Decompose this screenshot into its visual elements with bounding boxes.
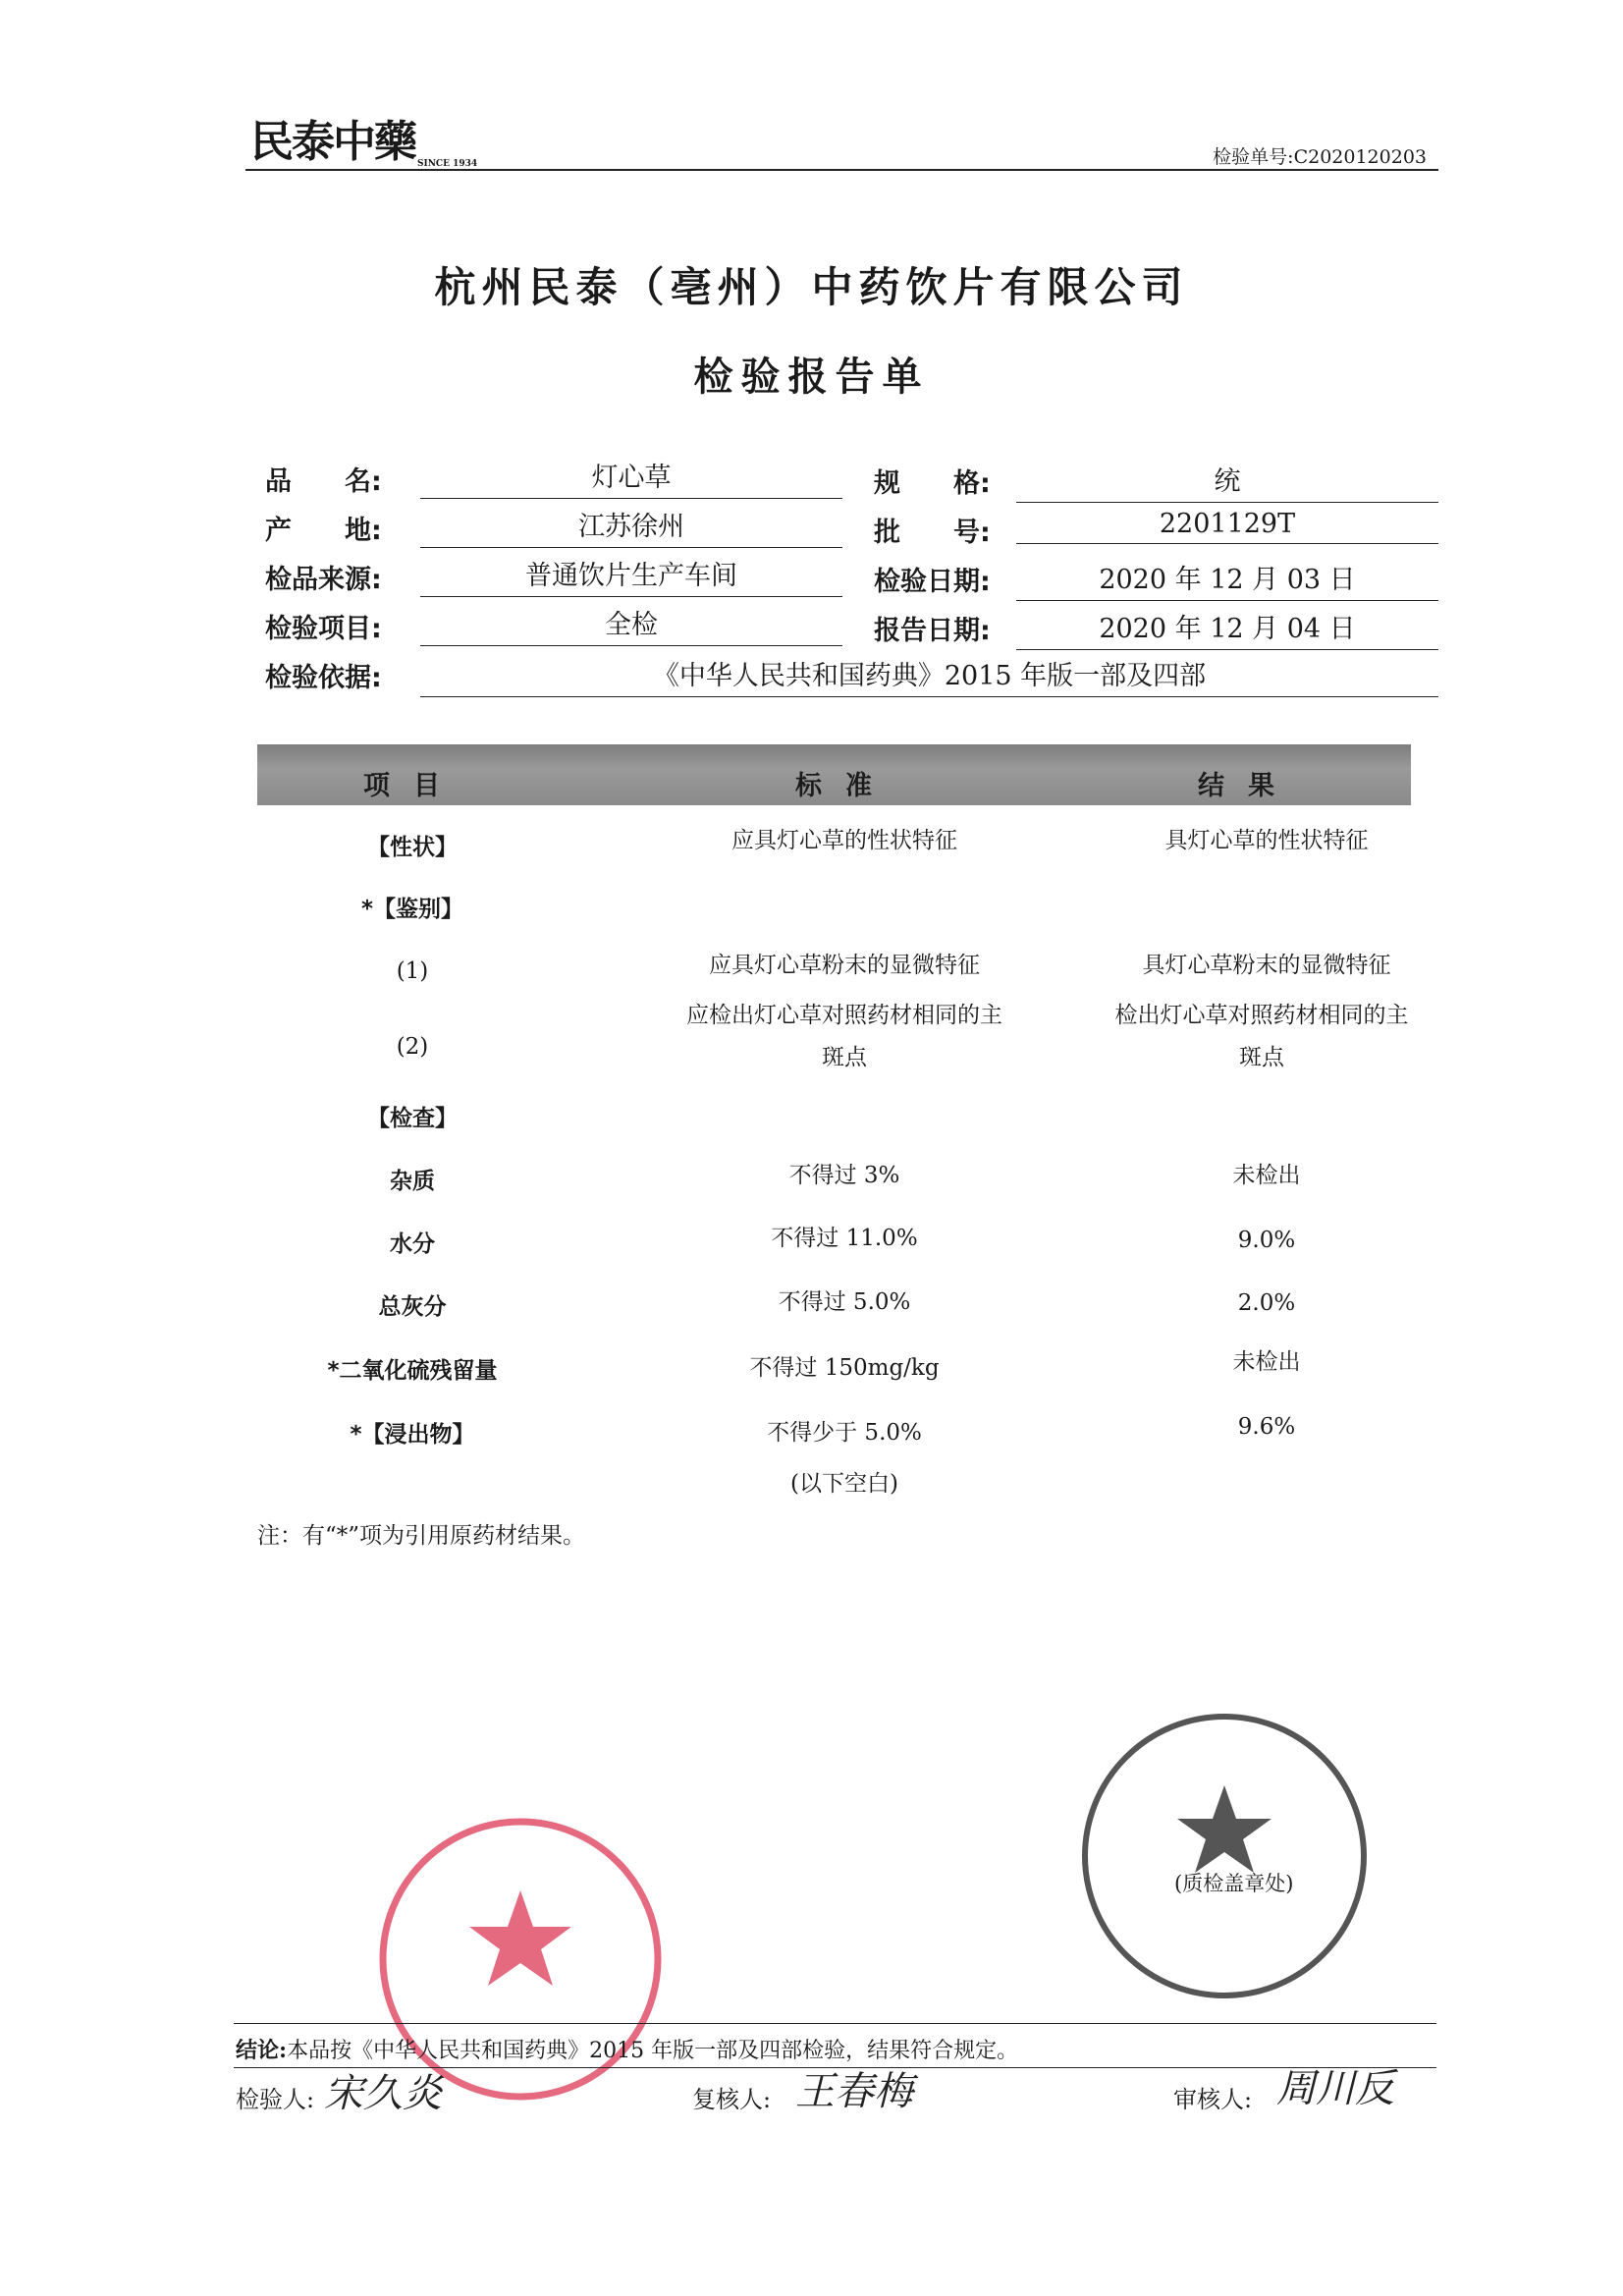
row-item: 水分	[390, 1231, 435, 1257]
row-item: 【检查】	[367, 1106, 458, 1131]
row-result: 具灯心草的性状特征	[1164, 828, 1369, 853]
row-item: *二氧化硫残留量	[327, 1358, 498, 1384]
logo-sub: SINCE 1934	[417, 159, 478, 169]
approver-signature: 周川反	[1276, 2066, 1394, 2111]
doc-number-value: C2020120203	[1293, 146, 1427, 168]
item-label: 检验项目:	[265, 614, 382, 644]
conclusion-top-line	[234, 2023, 1436, 2024]
row-item: (2)	[396, 1034, 429, 1060]
inspector-label: 检验人:	[236, 2086, 315, 2113]
item-value: 全检	[420, 603, 842, 646]
company-logo	[250, 106, 477, 169]
row-standard: 不得少于 5.0%	[767, 1420, 922, 1446]
batch-label: 批 号:	[874, 518, 991, 548]
qc-stamp-star	[1177, 1785, 1271, 1873]
origin-label: 产 地:	[265, 516, 382, 546]
row-item: (1)	[396, 958, 429, 984]
basis-value: 《中华人民共和国药典》2015 年版一部及四部	[420, 654, 1438, 697]
qc-stamp-placeholder: (质检盖章处)	[1174, 1872, 1294, 1895]
col-standard-header: 标准	[795, 771, 895, 801]
approver-label: 审核人:	[1173, 2086, 1253, 2113]
origin-value: 江苏徐州	[420, 505, 842, 548]
inspector-signature: 宋久炎	[324, 2071, 442, 2116]
row-standard: 不得过 11.0%	[771, 1226, 918, 1251]
row-item: 【性状】	[367, 835, 458, 860]
conclusion-text: 本品按《中华人民共和国药典》2015 年版一部及四部检验，结果符合规定。	[287, 2039, 1019, 2063]
row-result: 9.0%	[1237, 1228, 1296, 1253]
report-title: 检验报告单	[693, 355, 930, 400]
row-item: 总灰分	[378, 1294, 447, 1320]
batch-value: 2201129T	[1016, 509, 1438, 544]
quality-stamp-star	[469, 1890, 571, 1986]
row-standard: 应具灯心草粉末的显微特征	[709, 953, 980, 978]
row-result: 未检出	[1232, 1349, 1301, 1375]
blank-note: (以下空白)	[790, 1471, 898, 1497]
qc-stamp	[1077, 1709, 1372, 2003]
row-result: 检出灯心草对照药材相同的主斑点	[1114, 1003, 1409, 1070]
qc-stamp-ring	[1085, 1717, 1364, 1995]
reviewer-label: 复核人:	[692, 2086, 772, 2113]
source-value: 普通饮片生产车间	[420, 554, 842, 597]
row-result: 9.6%	[1237, 1414, 1296, 1440]
report-date-label: 报告日期:	[874, 616, 991, 646]
basis-label: 检验依据:	[265, 663, 382, 693]
conclusion-label: 结论:	[236, 2038, 288, 2063]
test-date-value: 2020 年 12 月 03 日	[1016, 558, 1438, 601]
col-item-header: 项目	[363, 771, 463, 801]
row-item: *【浸出物】	[350, 1422, 475, 1448]
col-result-header: 结果	[1198, 771, 1298, 801]
company-name: 杭州民泰（亳州）中药饮片有限公司	[434, 263, 1189, 311]
footnote: 注：有“*”项为引用原药材结果。	[257, 1523, 586, 1549]
row-standard: 不得过 3%	[788, 1163, 900, 1188]
spec-value: 统	[1016, 460, 1438, 503]
product-value: 灯心草	[420, 456, 842, 499]
source-label: 检品来源:	[265, 565, 382, 595]
logo-text: 民泰中藥	[250, 117, 415, 167]
row-standard: 不得过 150mg/kg	[749, 1355, 940, 1381]
test-date-label: 检验日期:	[874, 567, 991, 597]
doc-number-label: 检验单号:	[1213, 146, 1294, 168]
row-result: 具灯心草粉末的显微特征	[1142, 953, 1391, 978]
row-item: *【鉴别】	[360, 897, 464, 922]
row-standard: 应具灯心草的性状特征	[731, 828, 957, 853]
row-standard: 应检出灯心草对照药材相同的主斑点	[686, 1003, 1002, 1070]
header-divider	[245, 169, 1438, 171]
report-date-value: 2020 年 12 月 04 日	[1016, 607, 1438, 650]
row-standard: 不得过 5.0%	[778, 1289, 911, 1315]
product-label: 品 名:	[265, 466, 382, 497]
row-result: 未检出	[1232, 1163, 1301, 1188]
reviewer-signature: 王春梅	[795, 2069, 913, 2114]
spec-label: 规 格:	[874, 468, 991, 499]
doc-number	[1213, 142, 1427, 169]
row-item: 杂质	[390, 1169, 435, 1194]
row-result: 2.0%	[1237, 1290, 1296, 1316]
